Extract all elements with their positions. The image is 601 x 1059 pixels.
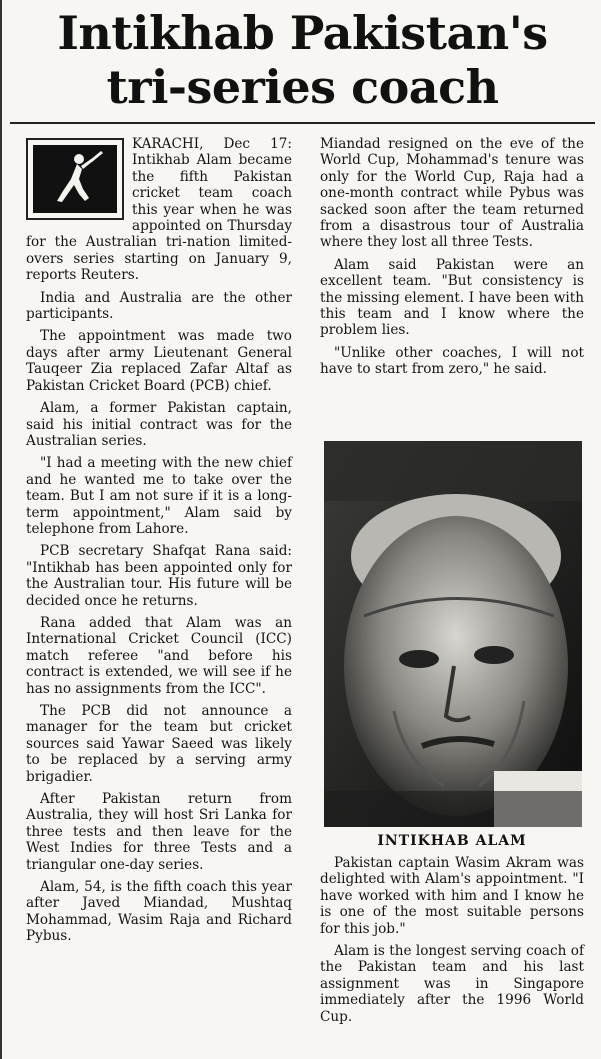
paragraph: Pakistan captain Wasim Akram was delighted with Alam's appointment. "I have worked with him and I know he is one of the most suitable persons for this job." [320,855,584,937]
headline-line-1: Intikhab Pakistan's [57,6,548,60]
paragraph: PCB secretary Shafqat Rana said: "Intikhab has been appointed only for the Australian tour. His future will be decided once he returns. [26,543,292,609]
paragraph: Rana added that Alam was an International Cricket Council (ICC) match referee "and before his contract is extended, we will see if he has no assignments from the ICC". [26,614,292,697]
paragraph: Alam is the longest serving coach of the Pakistan team and his last assignment was in Singapore immediately after the 1996 World Cup. [320,943,584,1025]
paragraph: KARACHI, Dec 17: Intikhab Alam became the fifth Pakistan cricket team coach this year when he was appointed on Thursday for the Australian tri-nation limited-overs series starting on January 9, reports Reuters. [26,136,292,284]
article-column-right-lower [320,855,584,1025]
article-column-right [320,136,584,378]
batsman-icon [26,138,124,220]
paragraph: Alam, a former Pakistan captain, said his initial contract was for the Australian series. [26,400,292,449]
headline [2,6,601,114]
paragraph: India and Australia are the other participants. [26,289,292,323]
headline-rule [10,122,595,124]
headline-line-2: tri-series coach [106,60,499,114]
article-column-left [26,136,292,945]
paragraph: The PCB did not announce a manager for the team but cricket sources said Yawar Saeed was likely to be replaced by a serving army brigadier. [26,703,292,785]
paragraph: Alam said Pakistan were an excellent team. "But consistency is the missing element. I have been with this team and I know where the problem lies. [320,256,584,339]
photo-caption: INTIKHAB ALAM [377,833,527,849]
paragraph: "I had a meeting with the new chief and he wanted me to take over the team. But I am not sure if it is a long-term appointment," Alam said by telephone from Lahore. [26,455,292,537]
portrait-photo [324,441,582,827]
paragraph: After Pakistan return from Australia, they will host Sri Lanka for three tests and then leave for the West Indies for three Tests and a triangular one-day series. [26,791,292,873]
paragraph: The appointment was made two days after army Lieutenant General Tauqeer Zia replaced Zafar Altaf as Pakistan Cricket Board (PCB) chief. [26,328,292,394]
paragraph: "Unlike other coaches, I will not have to start from zero," he said. [320,344,584,378]
paragraph: Alam, 54, is the fifth coach this year after Javed Miandad, Mushtaq Mohammad, Wasim Raja and Richard Pybus. [26,879,292,945]
paragraph: Miandad resigned on the eve of the World Cup, Mohammad's tenure was only for the World Cup, Raja had a one-month contract while Pybus was sacked soon after the team returned from a disastrous tour of Australia where they lost all three Tests. [320,136,584,251]
